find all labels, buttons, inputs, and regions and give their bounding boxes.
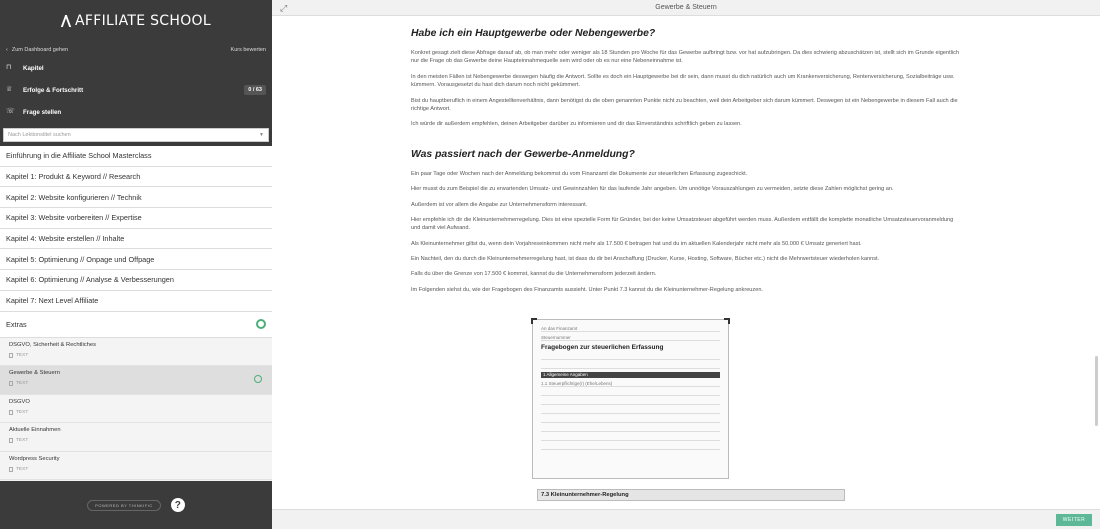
paragraph: Hier empfehle ich dir die Kleinunternehmerregelung. Dies ist eine spezielle Form für Gründer, bei der keine Umsatzsteuer abgeführt werden muss. Außerdem entfällt die komplette monatliche Umsatzsteuervoranmeldung und damit viel Aufwand. — [411, 216, 954, 232]
lesson-title: Wordpress Security — [9, 455, 60, 462]
document-icon — [9, 467, 13, 472]
section-image: 7.3 Kleinunternehmer-Regelung — [537, 489, 845, 501]
chevron-left-icon: ‹ — [6, 46, 8, 53]
back-to-dashboard-link[interactable] — [6, 47, 68, 53]
paragraph: In den meisten Fällen ist Nebengewerbe deswegen häufig die Antwort. Sollte es doch ein Hauptgewerbe bei dir sein, dann musst du dich natürlich auch um Krankenversicherung, Rentenversicherung, Sozialbeiträge usw. kümmern. Vorausgesetzt du hast dich darum noch nicht gekümmert. — [411, 73, 955, 89]
progress-circle-icon — [254, 375, 262, 383]
lesson-type: TEXT — [16, 466, 29, 472]
logo-icon — [61, 15, 73, 27]
tax-form-image — [532, 319, 729, 479]
chat-icon: ☏ — [6, 108, 15, 115]
lesson-title-header: Gewerbe & Steuern — [655, 4, 717, 11]
paragraph: Als Kleinunternehmer giltst du, wenn dein Vorjahreseinkommen nicht mehr als 17.500 € betragen hat und du im aktuellen Kalenderjahr nicht mehr als 50.000 € Umsatz generiert hast. — [411, 240, 862, 247]
lesson-item[interactable] — [0, 452, 272, 481]
next-button[interactable]: WEITER — [1056, 514, 1092, 526]
paragraph: Außerdem ist vor allem die Angabe zur Unternehmensform interessant. — [411, 201, 588, 208]
logo-text: AFFILIATE SCHOOL — [75, 13, 211, 29]
lesson-list — [0, 338, 272, 481]
crop-corner — [724, 318, 730, 324]
form-line: Steuernummer — [541, 335, 720, 341]
form-line — [541, 444, 720, 450]
menu-progress-label: Erfolge & Fortschritt — [23, 86, 84, 94]
chapter-item[interactable]: Kapitel 7: Next Level Affiliate — [0, 291, 272, 312]
lesson-topbar — [272, 0, 1100, 16]
heading-gewerbe: Habe ich ein Hauptgewerbe oder Nebengewerbe? — [411, 28, 656, 39]
search-placeholder: Nach Lektionstitel suchen — [8, 132, 71, 138]
paragraph: Im Folgenden siehst du, wie der Fragebogen des Finanzamts aussieht. Unter Punkt 7.3 kannst du die Kleinunternehmer-Regelung ankreuzen. — [411, 286, 763, 293]
lesson-title: Aktuelle Einnahmen — [9, 427, 61, 433]
back-label: Zum Dashboard gehen — [11, 46, 69, 53]
chapter-item[interactable]: Kapitel 5: Optimierung // Onpage und Offpage — [0, 249, 272, 270]
progress-badge: 0 / 63 — [244, 85, 266, 95]
sidebar-header — [0, 0, 272, 146]
form-line — [541, 408, 720, 414]
main-content — [272, 0, 1100, 529]
help-icon[interactable]: ? — [171, 498, 185, 512]
brand-logo[interactable] — [0, 0, 272, 42]
document-icon — [9, 381, 13, 386]
menu-chapter-label: Kapitel — [23, 64, 44, 72]
menu-question[interactable] — [0, 101, 272, 123]
dropdown-caret-icon: ▼ — [259, 132, 264, 138]
form-section-bar: 1 Allgemeine Angaben — [541, 372, 720, 378]
menu-chapter[interactable] — [0, 57, 272, 79]
scrollbar[interactable] — [1095, 356, 1098, 426]
lesson-item[interactable] — [0, 395, 272, 424]
form-line — [541, 390, 720, 396]
back-row — [0, 42, 272, 57]
paragraph: Hier musst du zum Beispiel die zu erwartenden Umsatz- und Gewinnzahlen für das laufende Jahr angeben. Um unnötige Vorauszahlungen zu vermeiden, setzte diese Zahlen möglichst gering an. — [411, 186, 894, 193]
paragraph: Falls du über die Grenze von 17.500 € kommst, kannst du die Unternehmensform jederzeit ändern. — [411, 271, 657, 278]
chapter-list — [0, 146, 272, 338]
lesson-type: TEXT — [16, 352, 29, 358]
chapter-item[interactable]: Kapitel 6: Optimierung // Analyse & Verbesserungen — [0, 270, 272, 291]
document-icon — [9, 438, 13, 443]
progress-circle-icon — [256, 319, 266, 329]
chapter-item[interactable]: Kapitel 3: Website vorbereiten // Expertise — [0, 208, 272, 229]
chapter-item-extras[interactable] — [0, 312, 272, 338]
paragraph: Ich würde dir außerdem empfehlen, deinen Arbeitgeber darüber zu informieren und dir das Einverständnis schriftlich geben zu lassen. — [411, 121, 742, 128]
paragraph: Konkret gesagt zielt diese Abfrage darauf ab, ob man mehr oder weniger als 18 Stunden pro Woche für das Gewerbe aufbringt bzw. vor hat aufzubringen. Da dies schwierig abzuschätzen ist, stellt sich im Grunde eigentlich nur die Frage ob das Gewerbe deine Haupteinnahmequelle sein wird oder ob es nur eine Nebeneinnahme ist. — [411, 50, 960, 65]
document-icon — [9, 353, 13, 358]
form-line — [541, 417, 720, 423]
lesson-search-input[interactable] — [3, 128, 269, 142]
form-line — [541, 435, 720, 441]
heading-anmeldung: Was passiert nach der Gewerbe-Anmeldung? — [411, 148, 635, 160]
lesson-item-active[interactable] — [0, 366, 272, 395]
form-line: An das Finanzamt — [541, 326, 720, 332]
bottom-bar — [272, 509, 1100, 529]
sidebar-footer — [0, 481, 272, 529]
sidebar — [0, 0, 272, 529]
document-icon — [9, 410, 13, 415]
chapter-item[interactable]: Kapitel 1: Produkt & Keyword // Research — [0, 167, 272, 188]
menu-question-label: Frage stellen — [23, 108, 62, 116]
paragraph: Bist du hauptberuflich in einem Angestelltenverhältnis, dann benötigst du die oben genannten Punkte nicht zu beachten, weil dein Arbeitgeber sich darum kümmert. Deswegen ist ein Nebengewerbe in diesem Fall auch die richtige Antwort. — [411, 97, 958, 112]
lesson-item[interactable] — [0, 423, 272, 452]
lesson-body — [411, 24, 961, 501]
paragraph: Ein Nachteil, den du durch die Kleinunternehmerregelung hast, ist dass du dir bei Anschaffung (Drucker, Kurse, Hosting, Software, Bücher etc.) nicht die Mehrwertsteuer wiederholen kannst. — [411, 256, 880, 263]
search-wrap — [0, 123, 272, 146]
form-line — [541, 363, 720, 369]
form-line — [541, 399, 720, 405]
lesson-type: TEXT — [16, 381, 29, 386]
chapter-extras-label: Extras — [6, 319, 27, 329]
lesson-type: TEXT — [16, 409, 29, 415]
rate-course-link[interactable]: Kurs bewerten — [230, 46, 266, 53]
menu-progress[interactable] — [0, 79, 272, 101]
chapter-item[interactable]: Kapitel 2: Website konfigurieren // Technik — [0, 187, 272, 208]
bookmark-icon: ⊓ — [6, 64, 12, 71]
lesson-title: Gewerbe & Steuern — [9, 370, 60, 376]
lesson-title: DSGVO, Sicherheit & Rechtliches — [9, 341, 96, 348]
trophy-icon: ♕ — [6, 86, 13, 93]
paragraph: Ein paar Tage oder Wochen nach der Anmeldung bekommst du vom Finanzamt die Dokumente zur steuerlichen Erfassung zugeschickt. — [411, 170, 748, 177]
form-title: Fragebogen zur steuerlichen Erfassung — [541, 344, 664, 352]
expand-icon[interactable]: ⤢ — [280, 3, 288, 13]
lesson-title: DSGVO — [9, 398, 30, 405]
lesson-type: TEXT — [16, 438, 29, 443]
form-line: 1.1 Steuerpflichtige(r) (Ehe/Lebens) — [541, 381, 720, 387]
form-line — [541, 354, 720, 360]
form-line — [541, 426, 720, 432]
chapter-item[interactable]: Kapitel 4: Website erstellen // Inhalte — [0, 229, 272, 250]
powered-by-badge[interactable]: POWERED BY THINKIFIC — [87, 500, 161, 511]
lesson-item[interactable] — [0, 338, 272, 367]
crop-corner — [531, 318, 537, 324]
chapter-item[interactable]: Einführung in die Affiliate School Masterclass — [0, 146, 272, 167]
